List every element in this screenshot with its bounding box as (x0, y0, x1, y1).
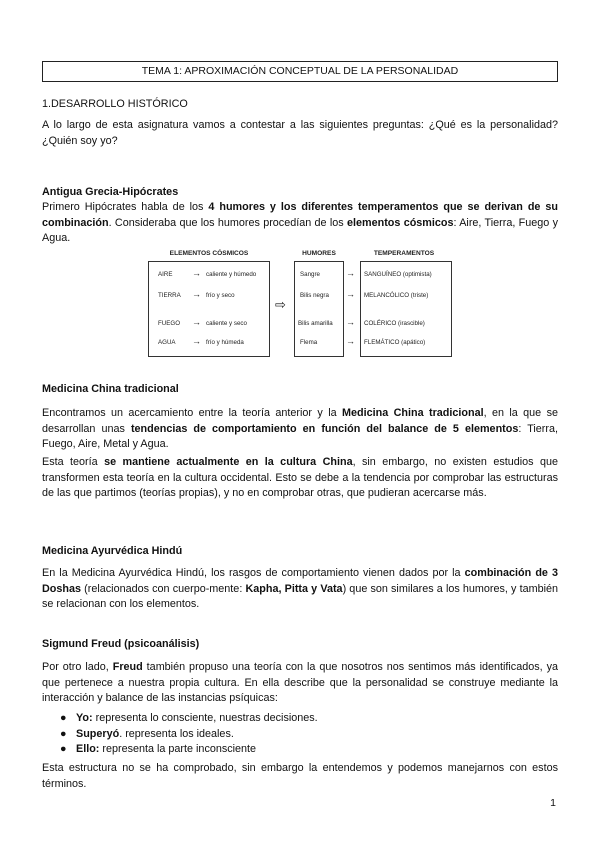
element-label: AGUA (158, 339, 176, 346)
temperament-label: FLEMÁTICO (apático) (364, 339, 426, 346)
arrow-right-icon: → (346, 268, 355, 278)
document-title: TEMA 1: APROXIMACIÓN CONCEPTUAL DE LA PERSONALIDAD (42, 61, 558, 82)
section-heading: 1.DESARROLLO HISTÓRICO (42, 98, 188, 110)
bullet-icon: ● (60, 727, 67, 740)
temperament-label: SANGUÍNEO (optimista) (364, 271, 432, 278)
arrow-right-icon: → (346, 289, 355, 299)
china-paragraph-2: Esta teoría se mantiene actualmente en la cultura China, sin embargo, no existen estudios que transformen esta teoría en la cultura occidental. Esto se debe a la tendencia por comprobar las estructuras de las que partimos (teorías propias), y no en comprobar otras, que pudieran acercarse más. (42, 456, 558, 499)
list-item: ● Ello: representa la parte inconsciente (60, 742, 540, 758)
china-paragraph-1: Encontramos un acercamiento entre la teoría anterior y la Medicina China tradicional, en la que se desarrollan unas tendencias de comportamiento en función del balance de 5 elementos: Tierra, Fuego, Aire, Metal y Agua. (42, 407, 559, 450)
list-item: ● Superyó. representa los ideales. (60, 727, 540, 743)
humor-label: Sangre (300, 271, 320, 278)
humor-label: Bilis amarilla (298, 320, 333, 327)
intro-paragraph: A lo largo de esta asignatura vamos a contestar a las siguientes preguntas: ¿Qué es la personalidad? ¿Quién soy yo? (42, 119, 558, 147)
element-label: AIRE (158, 271, 173, 278)
arrow-right-icon: → (192, 336, 201, 346)
list-item: ● Yo: representa lo consciente, nuestras decisiones. (60, 711, 540, 727)
arrow-right-icon: → (346, 317, 355, 327)
element-quality: frío y seco (206, 292, 235, 299)
hollow-arrow-icon: ⇨ (275, 297, 286, 312)
element-quality: caliente y húmedo (206, 271, 257, 278)
freud-paragraph-1: Por otro lado, Freud también propuso una teoría con la que nosotros nos sentimos más identificados, ya que pertenece a nuestra propia cultura. En ella describe que la personalidad se construye mediante la interacción y balance de las instancias psíquicas: (42, 661, 558, 704)
greece-paragraph: Primero Hipócrates habla de los 4 humores y los diferentes temperamentos que se derivan de su combinación. Consideraba que los humores procedían de los elementos cósmicos: Aire, Tierra, Fuego y Agua. (42, 201, 558, 244)
diagram-head-elements: ELEMENTOS CÓSMICOS (169, 250, 249, 257)
page-number: 1 (550, 797, 556, 809)
arrow-right-icon: → (192, 317, 201, 327)
freud-instances-list (60, 711, 540, 758)
temperament-label: COLÉRICO (irascible) (364, 320, 425, 327)
freud-heading: Sigmund Freud (psicoanálisis) (42, 638, 200, 650)
arrow-right-icon: → (346, 336, 355, 346)
ayurveda-paragraph: En la Medicina Ayurvédica Hindú, los rasgos de comportamiento vienen dados por la combinación de 3 Doshas (relacionados con cuerpo-mente: Kapha, Pitta y Vata) que son similares a los humores, y también se relacionan con los elementos. (42, 567, 559, 610)
diagram-head-temperaments: TEMPERAMENTOS (373, 250, 435, 257)
temperament-label: MELANCÓLICO (triste) (364, 292, 429, 299)
arrow-right-icon: → (192, 268, 201, 278)
freud-paragraph-2: Esta estructura no se ha comprobado, sin embargo la entendemos y podemos manejarnos con estos términos. (42, 762, 558, 790)
bullet-icon: ● (60, 712, 67, 724)
greece-heading: Antigua Grecia-Hipócrates (42, 186, 179, 198)
element-quality: frío y húmeda (206, 339, 244, 346)
ayurveda-heading: Medicina Ayurvédica Hindú (42, 545, 183, 557)
element-label: FUEGO (158, 320, 181, 327)
humor-label: Bilis negra (300, 292, 329, 299)
humors-diagram (148, 250, 453, 358)
arrow-right-icon: → (192, 289, 201, 299)
china-heading: Medicina China tradicional (42, 383, 179, 395)
element-quality: caliente y seco (206, 320, 247, 327)
element-label: TIERRA (158, 292, 181, 299)
humor-label: Flema (300, 339, 318, 346)
diagram-head-humors: HUMORES (302, 250, 336, 257)
bullet-icon: ● (60, 743, 67, 755)
